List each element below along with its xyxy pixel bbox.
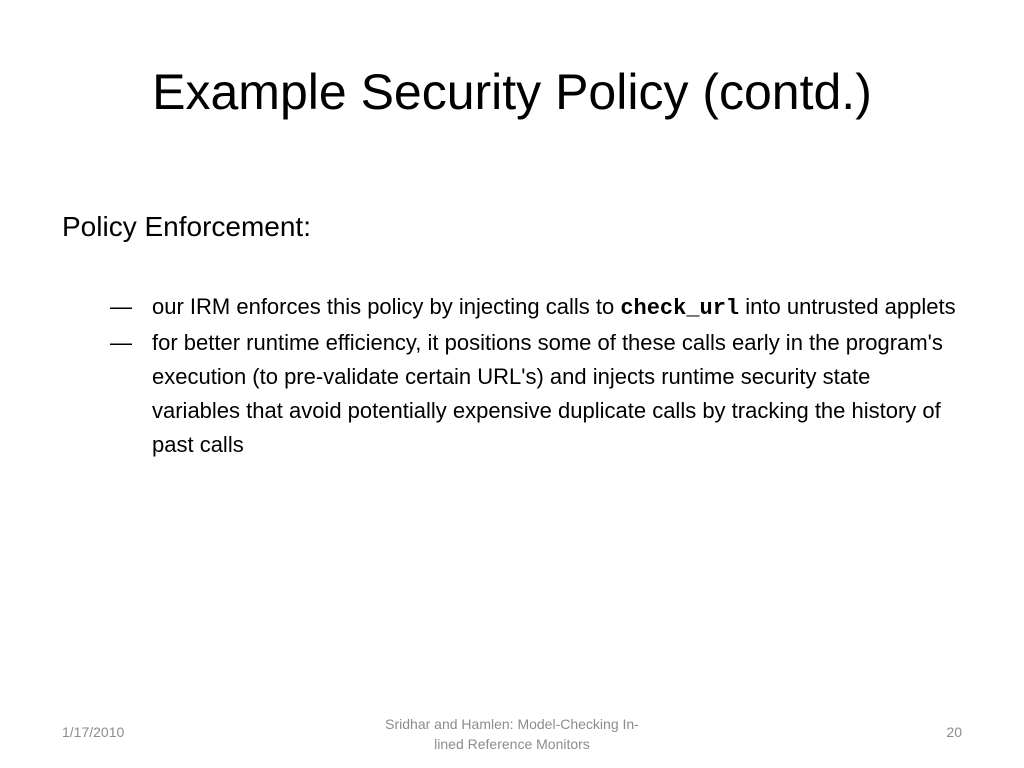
dash-bullet-icon: — [110,330,132,355]
footer-date: 1/17/2010 [62,724,125,740]
slide-title: Example Security Policy (contd.) [152,64,872,120]
dash-bullet-icon: — [110,294,132,319]
bullet-item [110,326,960,462]
bullet-list [110,290,960,462]
page-number: 20 [946,724,962,740]
bullet-item [110,290,960,326]
bullet-text: into untrusted applets [739,294,956,319]
footer-title-line: Sridhar and Hamlen: Model-Checking In- [385,716,639,732]
section-heading: Policy Enforcement: [62,211,311,242]
code-identifier: check_url [620,296,740,321]
footer-title-line: lined Reference Monitors [434,736,590,752]
footer-title [352,714,672,754]
bullet-text: our IRM enforces this policy by injecting calls to [152,294,621,319]
bullet-text: for better runtime efficiency, it positions some of these calls early in the program's execution (to pre-validate certain URL's) and injects runtime security state variables that avoid potentially expensive duplicate calls by tracking the history of past calls [152,330,943,457]
